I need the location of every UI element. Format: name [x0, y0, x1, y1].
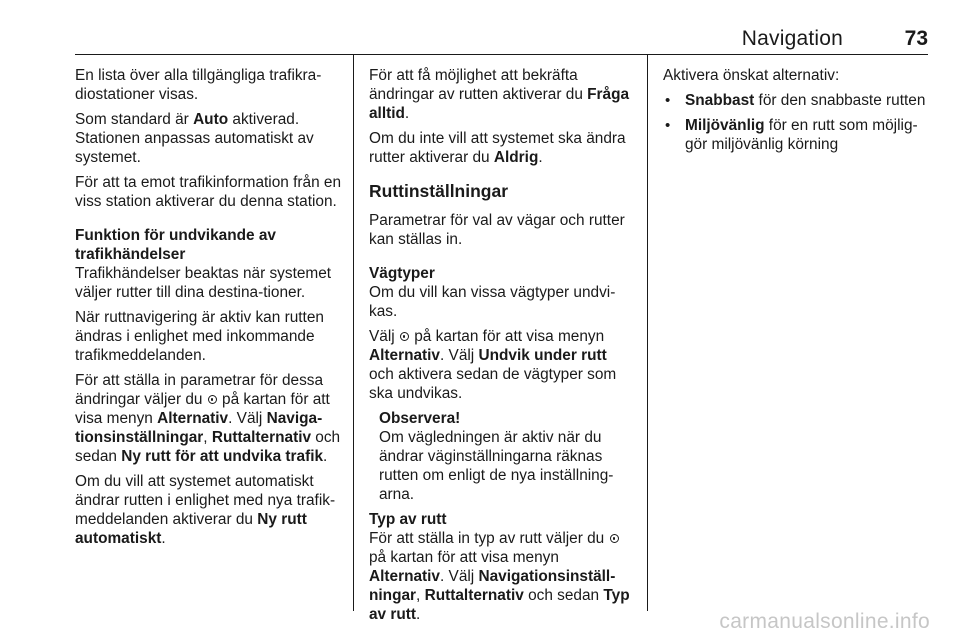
subheading: Typ av rutt: [369, 511, 447, 528]
paragraph: För att ställa in typ av rutt väljer du på kartan för att visa menyn Alternativ. Välj Navigationsinställ-ningar, Ruttalternativ och sedan Typ av rutt.: [369, 530, 630, 623]
option-list: [663, 91, 933, 154]
note-title: Observera!: [379, 410, 461, 427]
watermark: carmanualsonline.info: [719, 610, 930, 633]
note-body: Om vägledningen är aktiv när du ändrar väginställningarna räknas rutten om enligt de nya inställning-arna.: [379, 429, 614, 503]
bullet-icon: •: [665, 117, 671, 134]
page-title: Navigation: [741, 27, 843, 50]
list-item: • Miljövänlig för en rutt som möjlig-gör miljövänlig körning: [665, 117, 918, 153]
paragraph: För att få möjlighet att bekräfta ändringar av rutten aktiverar du Fråga alltid.: [369, 67, 630, 122]
paragraph: Om du inte vill att systemet ska ändra rutter aktiverar du Aldrig.: [369, 130, 626, 166]
paragraph: Välj på kartan för att visa menyn Alternativ. Välj Undvik under rutt och aktivera sedan de vägtyper som ska undvikas.: [369, 328, 617, 402]
bullet-icon: •: [665, 92, 671, 109]
settings-circle-icon: [610, 534, 619, 543]
paragraph: Som standard är Auto aktiverad. Stationen anpassas automatiskt av systemet.: [75, 111, 314, 166]
paragraph: För att ställa in parametrar för dessa ändringar väljer du på kartan för att visa menyn Alternativ. Välj Naviga-tionsinställningar, Ruttalternativ och sedan Ny rutt för att undvika trafik.: [75, 372, 341, 465]
paragraph: När ruttnavigering är aktiv kan rutten ändras i enlighet med inkommande trafikmeddelanden.: [75, 309, 324, 364]
section-heading: Ruttinställningar: [369, 181, 509, 201]
note-box: [369, 409, 634, 504]
column-2: [369, 66, 634, 630]
paragraph: Om du vill kan vissa vägtyper undvi-kas.: [369, 284, 616, 320]
column-1: [75, 66, 347, 554]
paragraph: För att ta emot trafikinformation från en viss station aktiverar du denna station.: [75, 174, 342, 210]
paragraph: En lista över alla tillgängliga trafikra-diostationer visas.: [75, 67, 322, 103]
column-divider-2: [647, 54, 648, 611]
paragraph: Om du vill att systemet automatiskt ändrar rutten i enlighet med nya trafik-meddelanden aktiverar du Ny rutt automatiskt.: [75, 473, 336, 547]
paragraph: Trafikhändelser beaktas när systemet väljer rutter till dina destina-tioner.: [75, 265, 332, 301]
column-divider-1: [353, 54, 354, 611]
list-item: • Snabbast för den snabbaste rutten: [665, 92, 926, 109]
paragraph: Aktivera önskat alternativ:: [663, 67, 840, 84]
subheading: Vägtyper: [369, 265, 435, 282]
page-header: [75, 27, 928, 51]
paragraph: Parametrar för val av vägar och rutter kan ställas in.: [369, 212, 625, 248]
settings-circle-icon: [400, 332, 409, 341]
header-rule: [75, 54, 928, 55]
page-number: 73: [904, 27, 928, 50]
column-3: [663, 66, 933, 160]
settings-circle-icon: [208, 395, 217, 404]
section-heading: Funktion för undvikande av trafikhändelser: [75, 227, 276, 263]
